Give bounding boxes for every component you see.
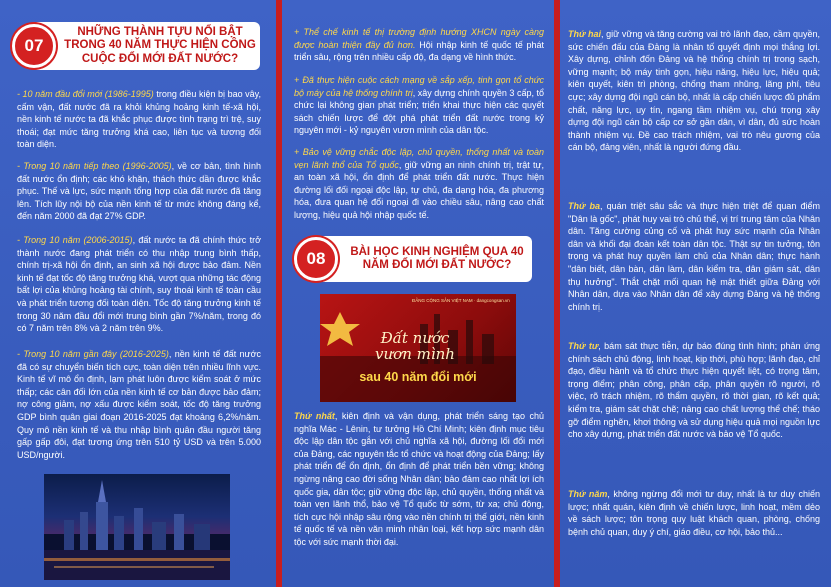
- lesson-lead: Thứ nhất: [294, 411, 335, 421]
- lesson-lead: Thứ hai: [568, 29, 602, 39]
- lesson-text: , không ngừng đổi mới tư duy, nhất là tư duy chiến lược; nhất quán, kiên định về chiến lược, linh hoạt, mềm dẻo về sách lược; tôn trọng quy luật khách quan, phòng, chống bệnh chủ quan, duy ý chí, giáo điều, cơ hội, bảo thủ...: [568, 489, 820, 537]
- lesson-text: , bám sát thực tiễn, dự báo đúng tình hình; phản ứng chính sách chủ động, linh hoạt, kịp thời, phù hợp; lãnh đạo, chỉ đạo, điều hành và tổ chức thực hiện quyết liệt, có trọng tâm, trọng điểm; phân công, phân cấp, phân quyền rõ người, rõ việc, rõ trách nhiệm, rõ thẩm quyền, rõ thời gian, rõ kết quả; kiểm tra, giám sát chặt chẽ; nâng cao chất lượng thể chế; tháo gỡ điểm nghẽn, khơi thông và sử dụng hiệu quả mọi nguồn lực cho xây dựng, phát triển đất nước và bảo vệ Tổ quốc.: [568, 341, 821, 440]
- lesson-second: [568, 28, 820, 154]
- achievement-1986-1995: [17, 88, 261, 151]
- column-left: [0, 0, 276, 587]
- column-right: [560, 0, 831, 587]
- lesson-lead: Thứ năm: [568, 489, 608, 499]
- period-label: - Trong 10 năm gần đây (2016-2025): [17, 349, 169, 359]
- achievement-sovereignty: [294, 146, 544, 222]
- city-skyline-photo: [44, 474, 230, 580]
- achievement-apparatus: [294, 74, 544, 137]
- achievement-2006-2015: [17, 234, 261, 335]
- bullet-text: , giữ vững an ninh chính trị, trật tự, an toàn xã hội, ổn định để phát triển đất nước. Thực hiện đường lối đối ngoại độc lập, tự chủ, đa dạng hóa, đa phương hóa, đưa quan hệ đối ngoại đi vào chiều sâu, nâng cao chất lượng, hiệu quả hội nhập quốc tế.: [294, 159, 545, 220]
- bullet-lead: + Thể chế kinh tế thị trường định hướng XHCN ngày càng được hoàn thiện đầy đủ hơn.: [294, 27, 544, 50]
- lesson-first: [294, 410, 544, 549]
- lesson-lead: Thứ ba: [568, 201, 601, 211]
- lesson-fifth: [568, 488, 820, 538]
- lesson-text: , kiên định và vận dụng, phát triển sáng tạo chủ nghĩa Mác - Lênin, tư tưởng Hồ Chí Minh; kiên định mục tiêu độc lập dân tộc gắn với chủ nghĩa xã hội, đường lối đổi mới của Đảng, các nguyên tắc tổ chức và hoạt động của Đảng; lấy phát triển để ổn định, ổn định để phát triển bền vững; không ngừng nâng cao đời sống Nhân dân; bảo đảm cao nhất lợi ích quốc gia, dân tộc; giữ vững độc lập, chủ quyền, thống nhất và toàn vẹn lãnh thổ, bảo vệ Tổ quốc từ sớm, từ xa; chủ động, tích cực hội nhập sâu rộng vào nền chính trị thế giới, nền kinh tế quốc tế và nền văn minh nhân loại, kết hợp sức mạnh dân tộc với sức mạnh thời đại.: [294, 411, 544, 547]
- period-label: - Trong 10 năm (2006-2015): [17, 235, 133, 245]
- section-08-header: [314, 236, 532, 282]
- bullet-text: Hội nhập kinh tế quốc tế phát triển sâu, rộng trên nhiều cấp độ, đa dạng về hình thức.: [294, 39, 544, 63]
- banner-caption: sau 40 năm đổi mới: [359, 370, 477, 384]
- period-text: , về cơ bản, tình hình đất nước ổn định; các khó khăn, thách thức dần được khắc phục. Thế và lực, sức mạnh tổng hợp của đất nước đã tăng lên. Tích lũy nội bộ của nền kinh tế từ mức không đáng kể, đến năm 2000 đã đạt 27% GDP.: [17, 161, 261, 222]
- bullet-lead: + Bảo vệ vững chắc độc lập, chủ quyền, thống nhất và toàn vẹn lãnh thổ của Tổ quốc: [294, 147, 544, 170]
- achievement-1996-2005: [17, 160, 261, 223]
- section-07-title: NHỮNG THÀNH TỰU NỔI BẬT TRONG 40 NĂM THỰC HIỆN CÔNG CUỘC ĐỔI MỚI ĐẤT NƯỚC?: [64, 25, 256, 65]
- period-text: , nền kinh tế đất nước đã có sự chuyển biến tích cực, toàn diện trên nhiều lĩnh vực. Kinh tế vĩ mô ổn định, lạm phát luôn được kiểm soát ở mức thấp; các cân đối lớn của nền kinh tế cơ bản được bảo đảm; nợ công giảm, nợ xấu được kiểm soát, tốc độ tăng trưởng GDP bình quân giai đoạn 2016-2025 đạt khoảng 6,2%/năm. Quy mô nền kinh tế và thu nhập bình quân đầu người tăng gấp gấp đôi, đạt tương ứng trên 510 tỷ USD và trên 5.000 USD/người.: [17, 349, 261, 460]
- period-label: - 10 năm đầu đổi mới (1986-1995): [17, 89, 154, 99]
- section-08-number-badge: 08: [294, 237, 338, 281]
- achievement-2016-2025: [17, 348, 261, 461]
- column-middle: [282, 0, 554, 587]
- period-text: , đất nước ta đã chính thức trở thành nước đang phát triển có thu nhập trung bình thấp, chính trị-xã hội ổn định, an sinh xã hội được bảo đảm. Nền kinh tế đạt tốc độ tăng trưởng khá, vượt qua những tác động bất lợi của khủng hoảng tài chính, suy thoái kinh tế toàn cầu và phát triển tương đối toàn diện. Tốc độ tăng trưởng kinh tế trong 30 năm đầu đổi mới trung bình gần 7%/năm, trong đó có 7 năm trên 8% và 2 năm trên 9%.: [17, 235, 261, 334]
- lesson-third: [568, 200, 820, 313]
- achievement-institutions: [294, 26, 544, 64]
- period-text: trong điều kiện bị bao vây, cấm vận, đất nước đã ra khỏi khủng hoảng kinh tế-xã hội, nền kinh tế nước ta đã khắc phục được tình trạng trì trệ, suy thoái; đạt mức tăng trưởng khá cao, liên tục và tương đối toàn diện.: [17, 89, 261, 150]
- section-08-title: BÀI HỌC KINH NGHIỆM QUA 40 NĂM ĐỔI MỚI ĐẤT NƯỚC?: [350, 245, 524, 271]
- bullet-lead: + Đã thực hiện cuộc cách mạng về sắp xếp, tinh gọn tổ chức bộ máy của hệ thống chính trị: [294, 75, 544, 98]
- banner-script-text: Đất nước vươn mình: [375, 329, 455, 363]
- renovation-banner-image: [320, 294, 516, 402]
- lesson-lead: Thứ tư: [568, 341, 599, 351]
- banner-site-label: ĐẢNG CỘNG SẢN VIỆT NAM · dangcongsan.vn: [412, 298, 510, 303]
- bullet-text: , xây dựng chính quyền 3 cấp, tổ chức lại không gian phát triển; triển khai thực hiện các quyết sách chiến lược để đột phá phát triển đất nước trong kỷ nguyên mới - kỷ nguyên vươn mình của dân tộc.: [294, 87, 544, 136]
- lesson-text: , quán triệt sâu sắc và thực hiện triệt để quan điểm "Dân là gốc", phát huy vai trò chủ thể, vị trí trung tâm của Nhân dân. Tăng cường củng cố và phát huy sức mạnh của Nhân dân và khối đại đoàn kết toàn dân tộc. Thật sự tin tưởng, tôn trọng và phát huy quyền làm chủ của Nhân dân; thực hành "dân biết, dân bàn, dân làm, dân kiểm tra, dân giám sát, dân thụ hưởng". Thắt chặt mối quan hệ mật thiết giữa Đảng với Nhân dân, dựa vào Nhân dân để xây dựng Đảng và hệ thống chính trị.: [568, 201, 821, 312]
- period-label: - Trong 10 năm tiếp theo (1996-2005): [17, 161, 172, 171]
- lesson-fourth: [568, 340, 820, 441]
- section-07-number-badge: 07: [12, 24, 56, 68]
- section-07-header: [32, 22, 260, 70]
- lesson-text: , giữ vững và tăng cường vai trò lãnh đạo, cầm quyền, sức chiến đấu của Đảng là nhân tố quyết định mọi thắng lợi. Xây dựng, chỉnh đốn Đảng và hệ thống chính trị trong sạch, vững mạnh; bộ máy tinh gọn, hiệu năng, hiệu lực, hiệu quả; kiên quyết, kiên trì phòng, chống tham nhũng, lãng phí, tiêu cực; xây dựng đội ngũ cán bộ, nhất là cấp chiến lược đủ phẩm chất, năng lực, uy tín, ngang tầm nhiệm vụ, chú trọng xây dựng đội ngũ cán bộ cấp cơ sở gần dân, vì dân, đủ sức hoàn thành nhiệm vụ. Đề cao trách nhiệm, vai trò nêu gương của cán bộ, đảng viên, nhất là người đứng đầu.: [568, 29, 820, 153]
